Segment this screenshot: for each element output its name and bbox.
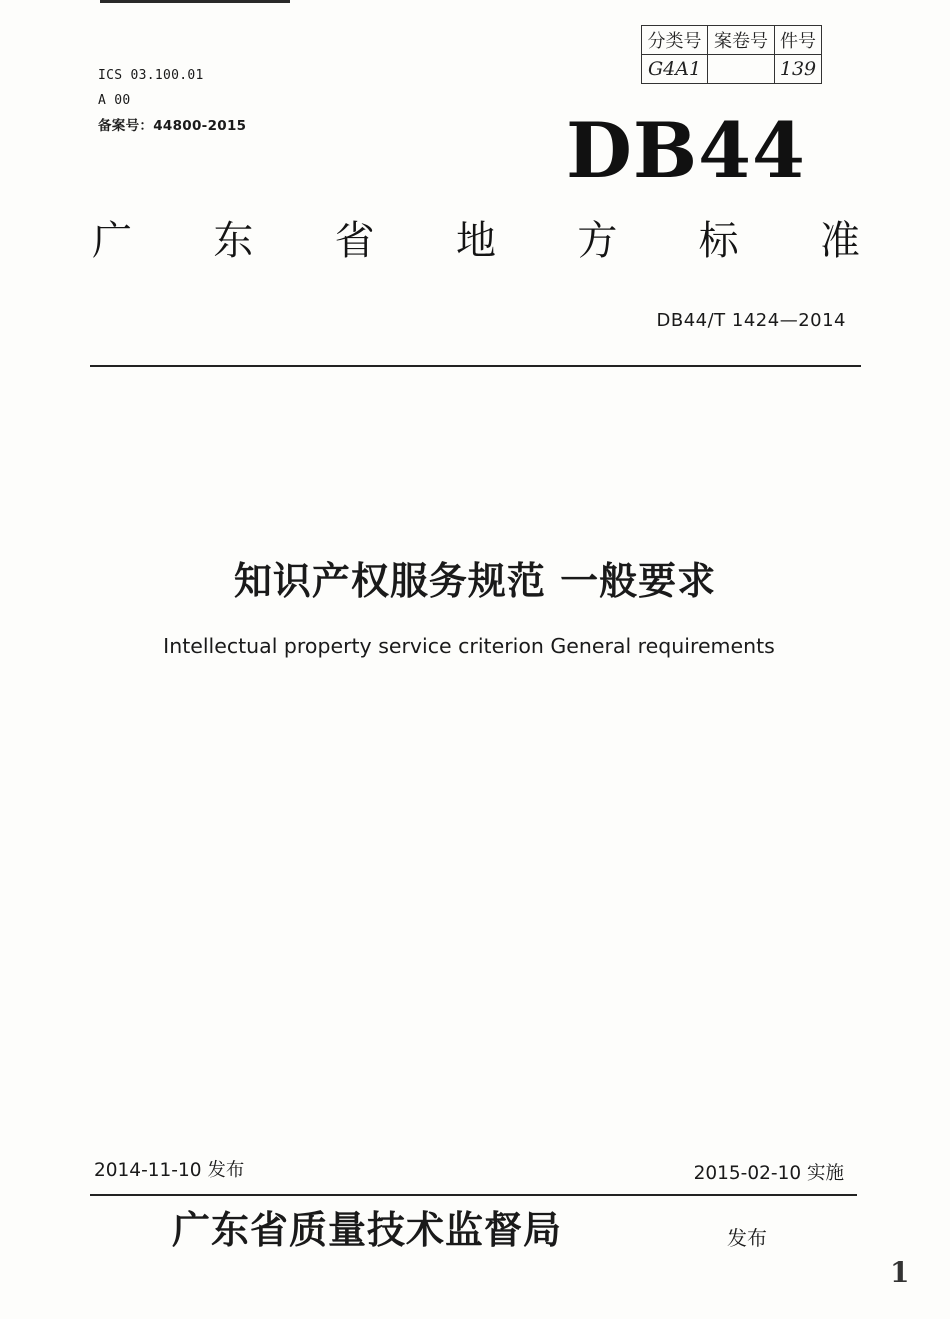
heading-char: 省	[334, 218, 375, 264]
stamp-value-volume	[708, 55, 775, 84]
standard-number: DB44/T 1424—2014	[656, 310, 846, 331]
bottom-divider	[90, 1194, 857, 1196]
record-number: 备案号：44800-2015	[98, 118, 247, 134]
scan-edge-mark	[100, 0, 290, 3]
ics-code: ICS 03.100.01	[98, 68, 204, 83]
top-divider	[90, 365, 861, 367]
issue-date: 2014-11-10 发布	[94, 1160, 245, 1181]
province-standard-heading	[92, 215, 860, 267]
heading-char: 地	[455, 218, 496, 264]
stamp-header-class: 分类号	[642, 26, 708, 55]
publish-label: 发布	[727, 1226, 767, 1250]
stamp-value-item: 139	[775, 55, 822, 84]
stamp-value-class: G4A1	[642, 55, 708, 84]
corner-mark: 1	[890, 1256, 910, 1289]
heading-char: 准	[819, 218, 860, 264]
archive-stamp	[641, 25, 822, 84]
heading-char: 标	[698, 218, 739, 264]
category-code: A 00	[98, 93, 131, 108]
stamp-header-volume: 案卷号	[708, 26, 775, 55]
stamp-header-item: 件号	[775, 26, 822, 55]
title-english: Intellectual property service criterion General requirements	[163, 634, 775, 658]
heading-char: 方	[577, 218, 618, 264]
heading-char: 广	[92, 218, 132, 264]
heading-char: 东	[213, 218, 254, 264]
issuing-authority: 广东省质量技术监督局	[172, 1207, 563, 1252]
title-chinese: 知识产权服务规范 一般要求	[233, 559, 717, 603]
implement-date: 2015-02-10 实施	[693, 1163, 844, 1184]
standard-code-large: DB44	[566, 106, 806, 195]
